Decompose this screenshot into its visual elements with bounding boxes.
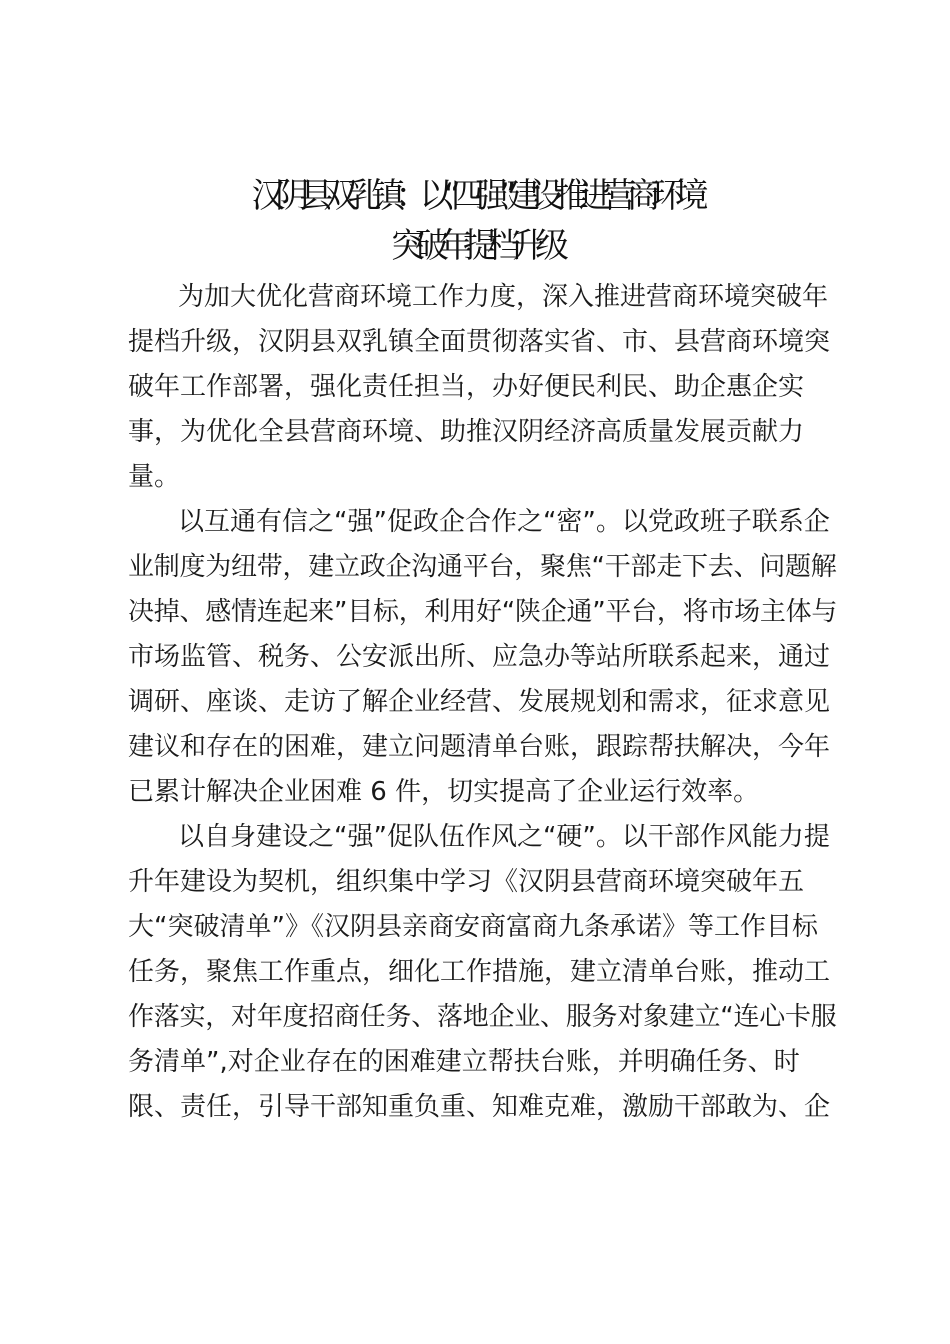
- paragraph-3-line-3: 大“突破清单”》《汉阴县亲商安商富商九条承诺》等工作目标: [128, 912, 818, 942]
- paragraph-1-line-5: 量。: [128, 462, 181, 492]
- paragraph-2-line-5: 调研、座谈、走访了解企业经营、发展规划和需求，征求意见: [128, 687, 831, 717]
- paragraph-1-line-1: 为加大优化营商环境工作力度，深入推进营商环境突破年: [178, 282, 829, 312]
- paragraph-3-line-7: 限、责任，引导干部知重负重、知难克难，激励干部敢为、企: [128, 1092, 831, 1122]
- paragraph-3-line-4: 任务，聚焦工作重点，细化工作措施，建立清单台账，推动工: [128, 957, 831, 987]
- paragraph-2-line-6: 建议和存在的困难，建立问题清单台账，跟踪帮扶解决，今年: [128, 732, 831, 762]
- paragraph-1-line-2: 提档升级，汉阴县双乳镇全面贯彻落实省、市、县营商环境突: [128, 327, 831, 357]
- paragraph-2-line-7: 已累计解决企业困难 6 件，切实提高了企业运行效率。: [128, 777, 760, 807]
- paragraph-3-line-6: 务清单”,对企业存在的困难建立帮扶台账，并明确任务、时: [128, 1047, 800, 1077]
- document-title-line-2: 突破年提档升级: [391, 226, 559, 266]
- paragraph-3-line-2: 升年建设为契机，组织集中学习《汉阴县营商环境突破年五: [128, 867, 805, 897]
- paragraph-3-line-1: 以自身建设之“强”促队伍作风之“硬”。以干部作风能力提: [178, 822, 830, 852]
- paragraph-2-line-1: 以互通有信之“强”促政企合作之“密”。以党政班子联系企: [178, 507, 830, 537]
- paragraph-3-line-5: 作落实，对年度招商任务、落地企业、服务对象建立“连心卡服: [128, 1002, 837, 1032]
- paragraph-2-line-3: 决掉、感情连起来”目标，利用好“陕企通”平台，将市场主体与: [128, 597, 838, 627]
- paragraph-2-line-4: 市场监管、税务、公安派出所、应急办等站所联系起来，通过: [128, 642, 831, 672]
- paragraph-1-line-4: 事，为优化全县营商环境、助推汉阴经济高质量发展贡献力: [128, 417, 805, 447]
- paragraph-2-line-2: 业制度为纽带，建立政企沟通平台，聚焦“干部走下去、问题解: [128, 552, 837, 582]
- document-title-line-1: 汉阴县双乳镇：以“四强”建设推进营商环境: [251, 176, 699, 216]
- paragraph-1-line-3: 破年工作部署，强化责任担当，办好便民利民、助企惠企实: [128, 372, 805, 402]
